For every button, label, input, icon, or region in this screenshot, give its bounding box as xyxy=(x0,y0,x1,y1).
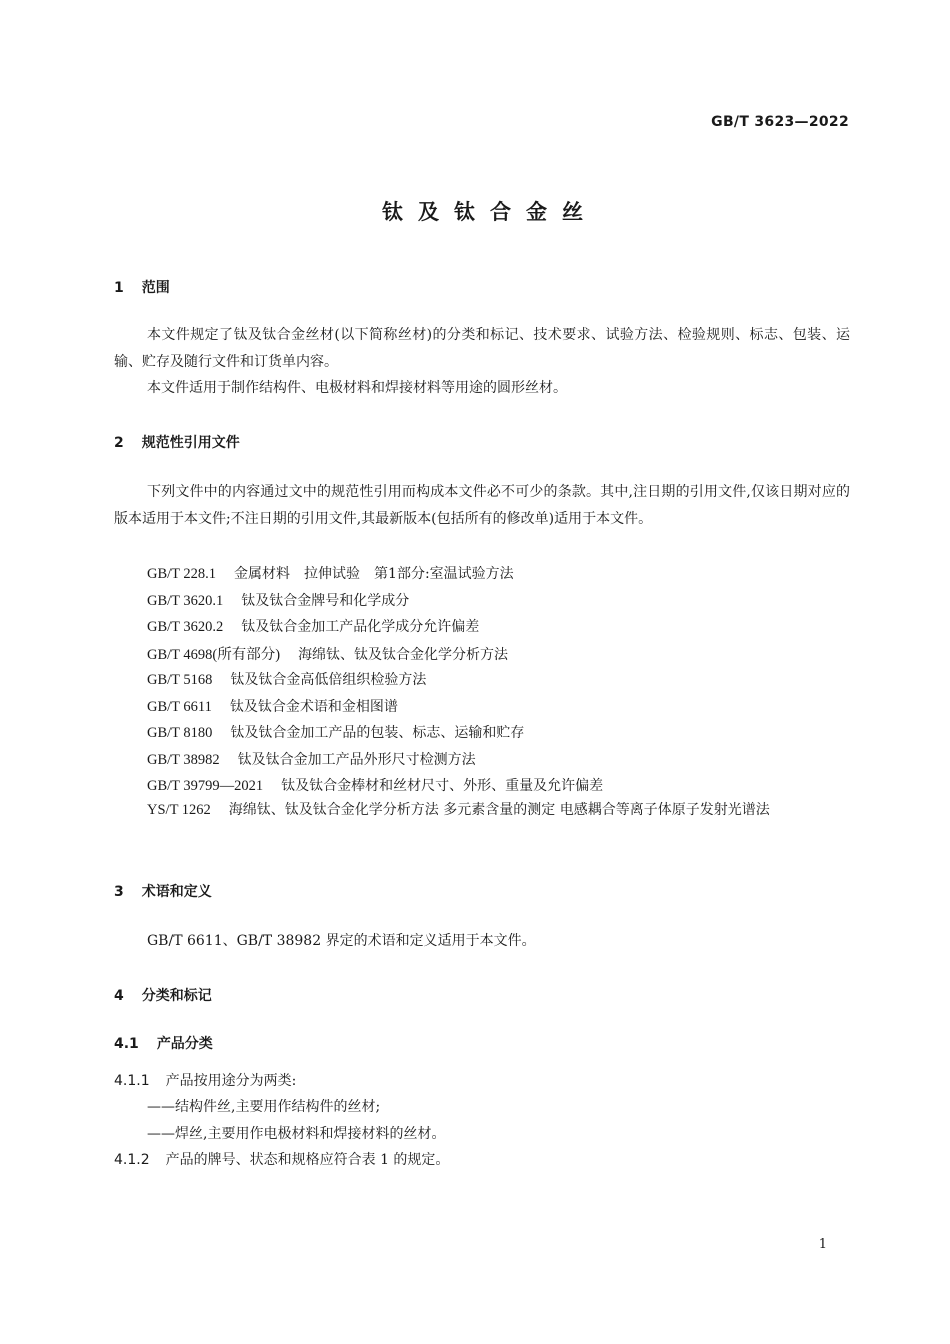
reference-code: YS/T 1262 xyxy=(147,802,211,818)
reference-code: GB/T 4698(所有部分) xyxy=(147,647,281,663)
clause-4-1-2-text: 产品的牌号、状态和规格应符合表 1 的规定。 xyxy=(165,1152,450,1168)
section-1-title: 范围 xyxy=(141,280,170,296)
reference-item xyxy=(147,669,426,689)
reference-code: GB/T 6611 xyxy=(147,699,212,715)
section-3-heading xyxy=(114,881,212,901)
reference-code: GB/T 5168 xyxy=(147,672,213,688)
reference-title: 金属材料 拉伸试验 第1部分:室温试验方法 xyxy=(234,566,514,582)
reference-code: GB/T 8180 xyxy=(147,725,213,741)
clause-4-1-1 xyxy=(114,1068,296,1095)
reference-title: 钛及钛合金术语和金相图谱 xyxy=(229,699,398,715)
reference-title: 海绵钛、钛及钛合金化学分析方法 xyxy=(298,647,509,663)
clause-4-1-1-text: 产品按用途分为两类: xyxy=(165,1073,297,1089)
list-item: ——结构件丝,主要用作结构件的丝材; xyxy=(147,1099,381,1115)
reference-item xyxy=(147,643,508,664)
section-4-title: 分类和标记 xyxy=(141,988,212,1004)
reference-code: GB/T 38982 xyxy=(147,752,220,768)
reference-item xyxy=(147,563,514,583)
reference-item xyxy=(147,696,398,716)
section-4-number: 4 xyxy=(114,988,124,1004)
section-4-1-number: 4.1 xyxy=(114,1036,139,1052)
reference-title: 钛及钛合金加工产品化学成分允许偏差 xyxy=(241,619,480,635)
reference-code: GB/T 228.1 xyxy=(147,566,217,582)
document-title: 钛及钛合金丝 xyxy=(382,200,598,224)
section-1-paragraph-1: 本文件规定了钛及钛合金丝材(以下简称丝材)的分类和标记、技术要求、试验方法、检验规则、标志、包装、运输、贮存及随行文件和订货单内容。 xyxy=(114,327,850,370)
section-1-paragraph-2: 本文件适用于制作结构件、电极材料和焊接材料等用途的圆形丝材。 xyxy=(147,380,567,396)
section-1-number: 1 xyxy=(114,280,124,296)
reference-title: 钛及钛合金棒材和丝材尺寸、外形、重量及允许偏差 xyxy=(281,778,604,794)
reference-item xyxy=(147,775,603,795)
reference-title: 海绵钛、钛及钛合金化学分析方法 多元素含量的测定 电感耦合等离子体原子发射光谱法 xyxy=(228,802,770,818)
section-2-number: 2 xyxy=(114,435,124,451)
clause-4-1-2-number: 4.1.2 xyxy=(114,1152,150,1168)
reference-title: 钛及钛合金加工产品外形尺寸检测方法 xyxy=(237,752,476,768)
section-3-number: 3 xyxy=(114,884,124,900)
reference-code: GB/T 39799—2021 xyxy=(147,778,264,794)
reference-title: 钛及钛合金高低倍组织检验方法 xyxy=(230,672,427,688)
section-4-1-heading xyxy=(114,1033,213,1053)
section-1-heading xyxy=(114,277,170,297)
section-2-title: 规范性引用文件 xyxy=(141,435,240,451)
standard-number: GB/T 3623—2022 xyxy=(711,114,849,130)
section-2-heading xyxy=(114,432,240,452)
clause-4-1-1-number: 4.1.1 xyxy=(114,1073,150,1089)
reference-title: 钛及钛合金加工产品的包装、标志、运输和贮存 xyxy=(230,725,525,741)
reference-code: GB/T 3620.2 xyxy=(147,619,224,635)
reference-item xyxy=(147,749,476,769)
reference-title: 钛及钛合金牌号和化学成分 xyxy=(241,593,410,609)
section-3-title: 术语和定义 xyxy=(141,884,212,900)
section-2-intro: 下列文件中的内容通过文中的规范性引用而构成本文件必不可少的条款。其中,注日期的引用文件,仅该日期对应的版本适用于本文件;不注日期的引用文件,其最新版本(包括所有的修改单)适用于本文件。 xyxy=(114,484,850,527)
reference-code: GB/T 3620.1 xyxy=(147,593,224,609)
reference-item xyxy=(147,590,409,610)
section-3-paragraph: GB/T 6611、GB/T 38982 界定的术语和定义适用于本文件。 xyxy=(147,933,536,949)
reference-item xyxy=(147,616,479,636)
reference-item xyxy=(114,797,850,824)
list-item: ——焊丝,主要用作电极材料和焊接材料的丝材。 xyxy=(147,1126,446,1142)
page-number: 1 xyxy=(818,1237,827,1252)
section-4-1-title: 产品分类 xyxy=(156,1036,213,1052)
reference-item xyxy=(147,722,524,742)
section-4-heading xyxy=(114,985,212,1005)
clause-4-1-2 xyxy=(114,1147,449,1174)
